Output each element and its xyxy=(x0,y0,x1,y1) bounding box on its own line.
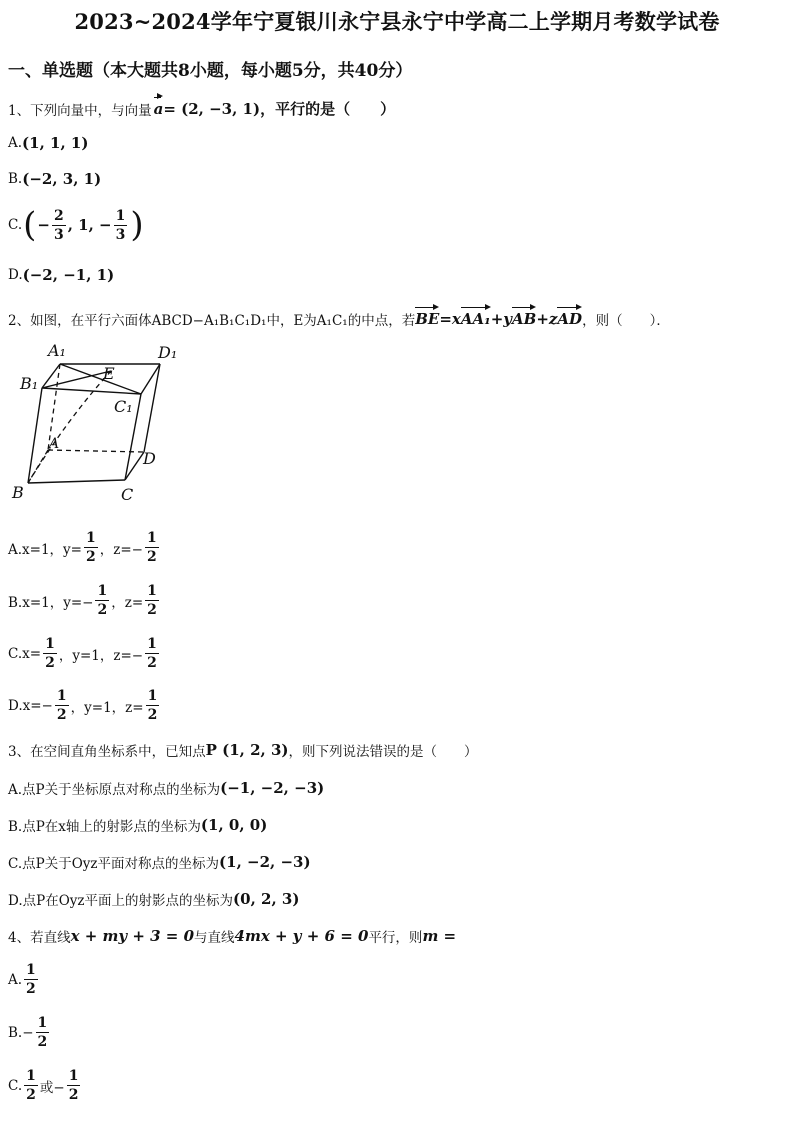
label-b1: B₁ xyxy=(20,374,39,393)
fraction: $\frac{1}{2}$ xyxy=(86,530,96,565)
q2-option-c[interactable]: C.x= $\frac{1}{2}$ ，y=1，z=− $\frac{1}{2}$ xyxy=(8,636,157,671)
label-d1: D₁ xyxy=(158,343,178,362)
fraction: $\frac{1}{2}$ xyxy=(147,688,158,723)
fraction: $\frac{1}{2}$ xyxy=(97,583,108,618)
q4-option-b[interactable]: B.− $\frac{1}{2}$ xyxy=(8,1015,48,1050)
fraction: $\frac{2}{3}$ xyxy=(53,207,64,243)
fraction: $\frac{1}{2}$ xyxy=(147,583,157,618)
q1-option-c[interactable]: C. ( − $\frac{2}{3}$ , 1, − $\frac{1}{3}$ ) xyxy=(8,205,144,245)
fraction: $\frac{1}{2}$ xyxy=(56,688,67,723)
section-heading: 一、单选题（本大题共8小题，每小题5分，共40分） xyxy=(8,61,413,81)
fraction: $\frac{1}{2}$ xyxy=(147,636,157,671)
page-title: 2023~2024学年宁夏银川永宁县永宁中学高二上学期月考数学试卷 xyxy=(74,9,720,34)
fraction: $\frac{1}{2}$ xyxy=(45,636,55,671)
label-e: E xyxy=(103,364,115,383)
label-c1: C₁ xyxy=(114,397,133,416)
fraction: $\frac{1}{3}$ xyxy=(115,207,126,243)
q2-option-d[interactable]: D.x=− $\frac{1}{2}$ ，y=1，z= $\frac{1}{2}$ xyxy=(8,688,158,723)
q1-option-b[interactable]: B. (−2, 3, 1) xyxy=(8,170,102,188)
q4-option-a[interactable]: A. $\frac{1}{2}$ xyxy=(8,962,36,997)
question-4-stem: 4、若直线 x + my + 3 = 0 与直线 4mx + y + 6 = 0 平行，则 m = xyxy=(8,927,457,946)
question-2-stem: 2、如图，在平行六面体ABCD−A₁B₁C₁D₁中，E为A₁C₁的中点，若 BE =x AA₁ +y AB +z AD ，则（ ）． xyxy=(8,310,670,329)
q3-option-d[interactable]: D.点P在Oyz平面上的射影点的坐标为 (0, 2, 3) xyxy=(8,890,300,909)
q1-option-a[interactable]: A. (1, 1, 1) xyxy=(8,134,89,152)
label-c: C xyxy=(121,485,134,504)
q3-option-c[interactable]: C.点P关于Oyz平面对称点的坐标为 (1, −2, −3) xyxy=(8,853,311,872)
label-b: B xyxy=(12,483,24,502)
fraction: $\frac{1}{2}$ xyxy=(147,530,157,565)
q2-option-b[interactable]: B.x=1，y=− $\frac{1}{2}$ ，z= $\frac{1}{2}$ xyxy=(8,583,157,618)
label-d: D xyxy=(143,449,156,468)
fraction: $\frac{1}{2}$ xyxy=(26,962,36,997)
question-1-stem: 1、下列向量中，与向量 a = (2, −3, 1)，平行的是（ ） xyxy=(8,99,396,119)
q1-option-d[interactable]: D. (−2, −1, 1) xyxy=(8,266,115,284)
parallelepiped-figure xyxy=(8,338,178,510)
fraction: $\frac{1}{2}$ xyxy=(26,1068,36,1103)
q3-option-a[interactable]: A.点P关于坐标原点对称点的坐标为 (−1, −2, −3) xyxy=(8,779,325,798)
label-a1: A₁ xyxy=(48,341,66,360)
q4-option-c[interactable]: C. $\frac{1}{2}$ 或− $\frac{1}{2}$ xyxy=(8,1068,79,1103)
fraction: $\frac{1}{2}$ xyxy=(68,1068,79,1103)
q2-option-a[interactable]: A.x=1，y= $\frac{1}{2}$ ，z=− $\frac{1}{2}$ xyxy=(8,530,157,565)
fraction: $\frac{1}{2}$ xyxy=(37,1015,48,1050)
vector-a: a xyxy=(153,99,164,118)
question-3-stem: 3、在空间直角坐标系中，已知点 P (1, 2, 3) ，则下列说法错误的是（ ） xyxy=(8,741,478,760)
q3-option-b[interactable]: B.点P在x轴上的射影点的坐标为 (1, 0, 0) xyxy=(8,816,268,835)
label-a: A xyxy=(49,436,60,452)
